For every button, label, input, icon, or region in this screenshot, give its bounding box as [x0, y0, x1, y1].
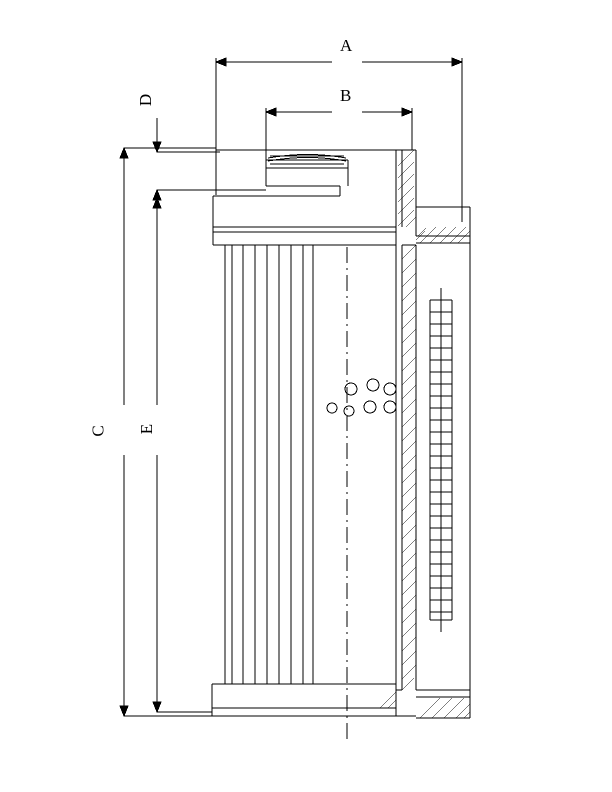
- top-neck-assembly: [160, 150, 416, 245]
- housing-wall: [402, 245, 416, 690]
- dimension-label-d: D: [136, 93, 156, 107]
- dimension-label-c: C: [88, 425, 108, 437]
- bypass-hole-pattern: [327, 379, 396, 416]
- dimension-d: [153, 118, 220, 200]
- dimension-label-a: A: [340, 36, 353, 55]
- dimension-label-b: B: [340, 86, 352, 105]
- side-port-boss: [396, 150, 470, 243]
- dimension-c: [120, 148, 216, 716]
- support-mesh: [430, 288, 452, 632]
- dimension-a: [216, 58, 462, 222]
- dimension-e: [153, 198, 212, 712]
- bottom-end-cap: [212, 684, 416, 716]
- pleat-pack: [225, 245, 396, 684]
- dimension-label-e: E: [137, 423, 157, 435]
- dimension-b: [266, 108, 412, 186]
